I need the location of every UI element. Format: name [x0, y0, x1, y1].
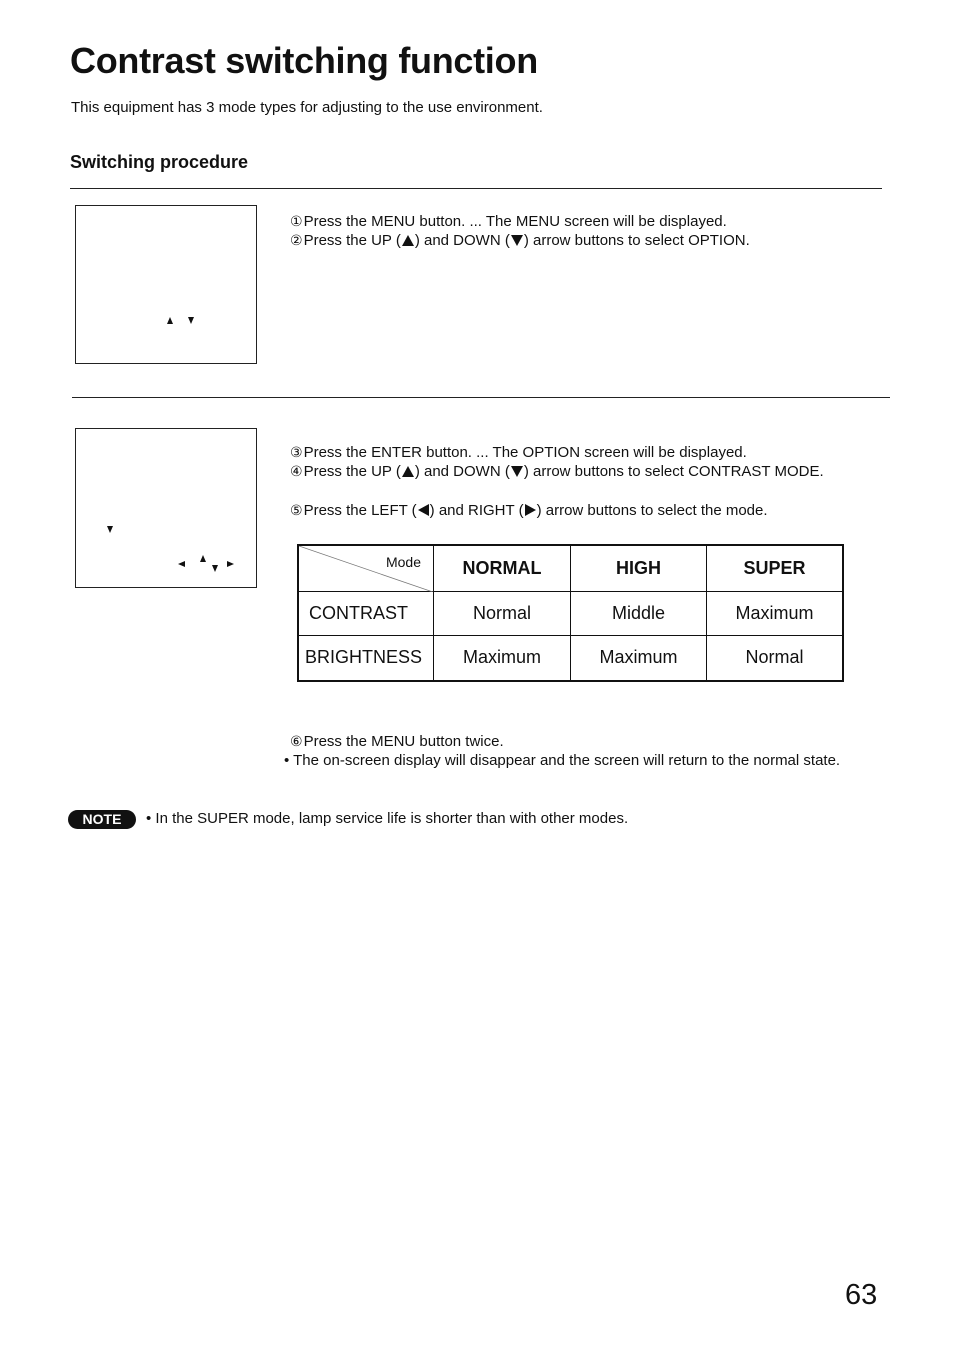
left-arrow-icon — [178, 561, 185, 567]
step-1: ①Press the MENU button. ... The MENU screen will be displayed. — [290, 213, 727, 230]
up-arrow-icon — [402, 235, 414, 246]
page-number: 63 — [845, 1279, 878, 1311]
right-arrow-icon — [227, 561, 234, 567]
mode-corner-label: Mode — [385, 554, 421, 570]
step-6: ⑥Press the MENU button twice. — [290, 733, 504, 750]
step-5: ⑤Press the LEFT ( ) and RIGHT ( ) arrow buttons to select the mode. — [290, 502, 768, 519]
contrast-mode-table — [297, 544, 844, 682]
menu-screen-illustration — [75, 205, 257, 364]
row-label-brightness: BRIGHTNESS — [298, 635, 434, 681]
up-arrow-icon — [402, 466, 414, 477]
down-arrow-icon — [511, 235, 523, 246]
section-divider-middle — [72, 397, 890, 398]
table-cell: Normal — [434, 591, 571, 635]
header-super: SUPER — [707, 545, 844, 591]
row-label-contrast: CONTRAST — [298, 591, 434, 635]
option-screen-illustration — [75, 428, 257, 588]
table-cell: Maximum — [434, 635, 571, 681]
table-cell: Maximum — [571, 635, 707, 681]
step-2: ②Press the UP ( ) and DOWN ( ) arrow buttons to select OPTION. — [290, 232, 750, 249]
table-cell: Middle — [571, 591, 707, 635]
down-arrow-icon — [511, 466, 523, 477]
note-text: • In the SUPER mode, lamp service life is shorter than with other modes. — [146, 810, 629, 827]
page-title: Contrast switching function — [70, 40, 538, 81]
step-4: ④Press the UP ( ) and DOWN ( ) arrow buttons to select CONTRAST MODE. — [290, 463, 824, 480]
note-badge: NOTE — [68, 810, 136, 829]
section-divider-top — [70, 188, 882, 189]
table-cell: Maximum — [707, 591, 844, 635]
header-normal: NORMAL — [434, 545, 571, 591]
down-arrow-icon — [188, 317, 194, 324]
down-arrow-icon — [107, 526, 113, 533]
step-6-bullet: • The on-screen display will disappear and the screen will return to the normal state. — [284, 752, 841, 769]
left-arrow-icon — [418, 504, 429, 516]
table-corner-cell — [298, 545, 434, 591]
section-heading: Switching procedure — [70, 152, 249, 172]
table-row — [298, 591, 843, 635]
table-cell: Normal — [707, 635, 844, 681]
right-arrow-icon — [525, 504, 536, 516]
step-3: ③Press the ENTER button. ... The OPTION screen will be displayed. — [290, 444, 747, 461]
intro-text: This equipment has 3 mode types for adjusting to the use environment. — [71, 99, 543, 116]
down-arrow-icon — [212, 565, 218, 572]
up-arrow-icon — [167, 317, 173, 324]
up-arrow-icon — [200, 555, 206, 562]
table-row — [298, 635, 843, 681]
header-high: HIGH — [571, 545, 707, 591]
